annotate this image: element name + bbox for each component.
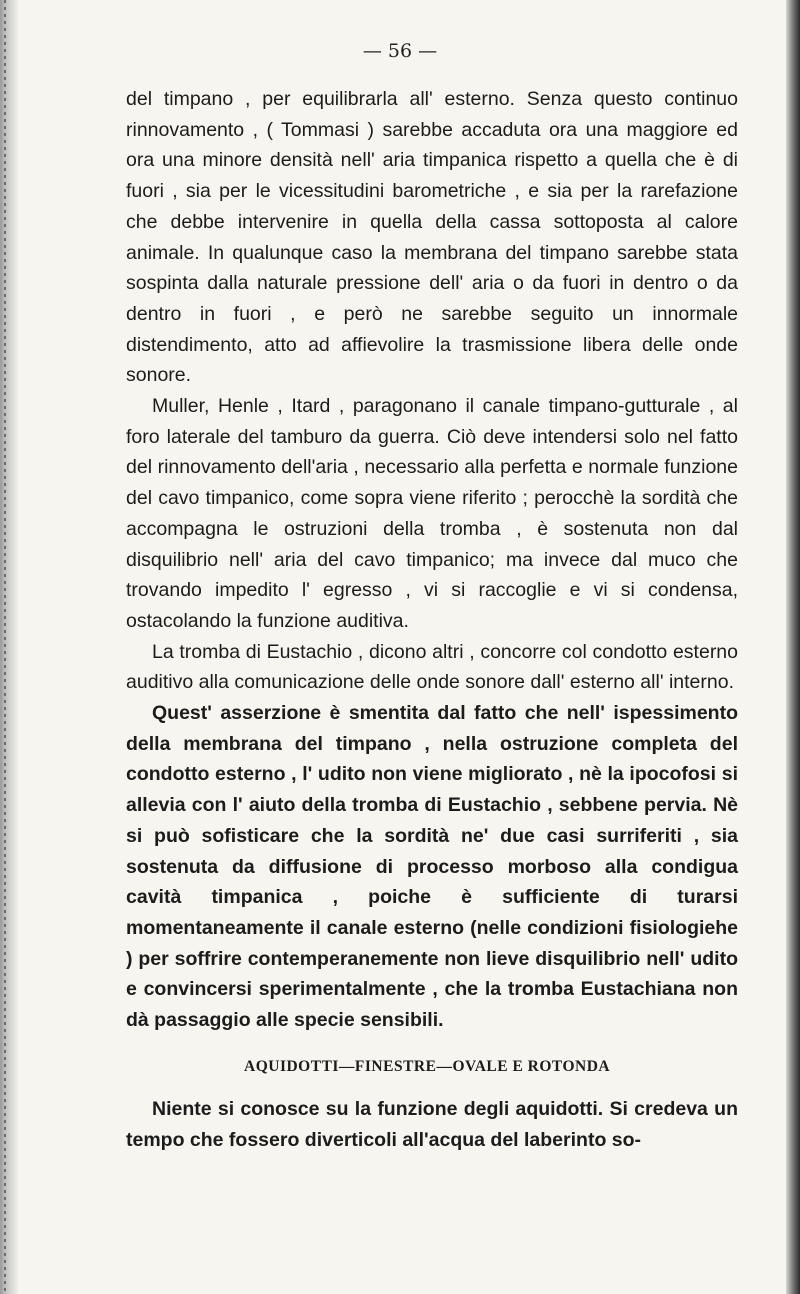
paragraph-3: La tromba di Eustachio , dicono altri , concorre col condotto esterno auditivo alla comunicazione delle onde sonore dall' esterno all' interno. [126,640,738,694]
page-right-edge-shadow [786,0,800,1294]
page-number: — 56 — [362,40,438,62]
section-paragraph: Niente si conosce su la funzione degli aquidotti. Si credeva un tempo che fossero diverticoli all'acqua del laberinto so- [126,1097,738,1151]
paragraph-1: del timpano , per equilibrarla all' esterno. Senza questo continuo rinnovamento , ( Tommasi ) sarebbe accaduta ora una maggiore ed ora una minore densità nell' aria timpanica rispetto a quella che è di fuori , sia per le vicessitudini barometriche , e sia per la rarefazione che debbe intervenire in quella della cassa sottoposta al calore animale. In qualunque caso la membrana del timpano sarebbe stata sospinta dalla naturale pressione dell' aria o da fuori in dentro o da dentro in fuori , e però ne sarebbe seguito un innormale distendimento, atto ad affievolire la trasmissione libera delle onde sonore. [126,88,738,387]
page-binding-edge [0,0,18,1294]
body-text [126,84,738,1155]
paragraph-4: Quest' asserzione è smentita dal fatto che nell' ispessimento della membrana del timpano , nella ostruzione completa del condotto esterno , l' udito non viene migliorato , nè la ipocofosi si allevia con l' aiuto della tromba di Eustachio , sebbene pervia. Nè si può sofisticare che la sordità ne' due casi surriferiti , sia sostenuta da diffusione di processo morboso alla condigua cavità timpanica , poiche è sufficiente di turarsi momentaneamente il canale esterno (nelle condizioni fisiologiehe ) per soffrire contemperanemente non lieve disquilibrio nell' udito e convincersi sperimentalmente , che la tromba Eustachiana non dà passaggio alle specie sensibili. [126,702,738,1032]
paragraph-2: Muller, Henle , Itard , paragonano il canale timpano-gutturale , al foro laterale del tamburo da guerra. Ciò deve intendersi solo nel fatto del rinnovamento dell'aria , necessario alla perfetta e normale funzione del cavo timpanico, come sopra viene riferito ; perocchè la sordità che accompagna le ostruzioni della tromba , è sostenuta non dal disquilibrio nell' aria del cavo timpanico; ma invece dal muco che trovando impedito l' egresso , vi si raccoglie e vi si condensa, ostacolando la funzione auditiva. [126,395,738,632]
section-heading: AQUIDOTTI—FINESTRE—OVALE E ROTONDA [244,1057,611,1075]
